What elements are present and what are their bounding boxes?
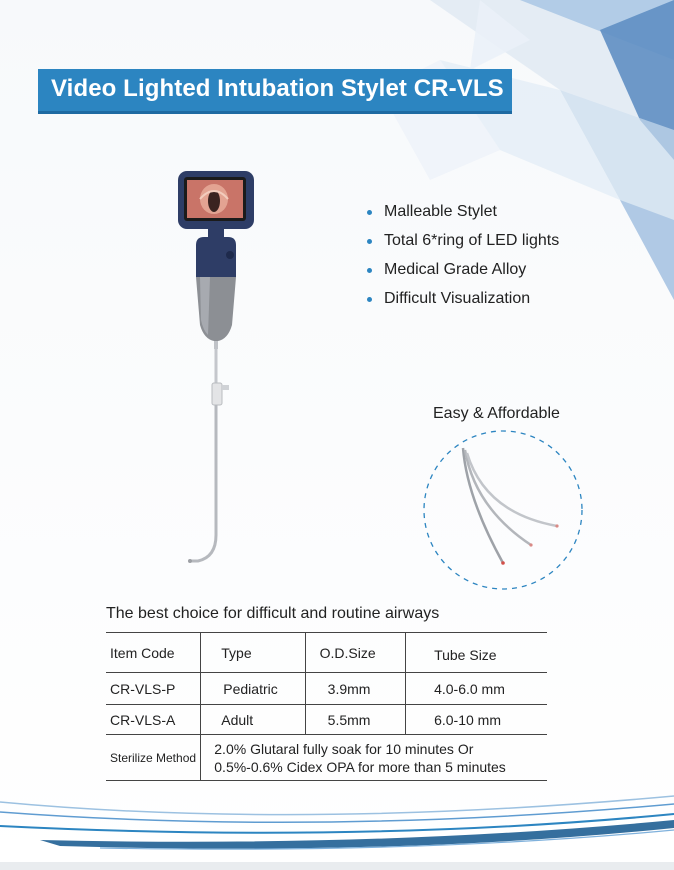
table-cell: 5.5mm — [305, 705, 405, 735]
table-cell: CR-VLS-P — [106, 673, 201, 705]
stylet-device-image — [170, 165, 270, 575]
header-cell: O.D.Size — [305, 633, 405, 673]
feature-item — [366, 232, 559, 261]
table-row — [106, 735, 547, 781]
header-cell: Item Code — [106, 633, 201, 673]
table-cell: 3.9mm — [305, 673, 405, 705]
header-cell: Tube Size — [406, 633, 547, 673]
feature-item — [366, 261, 559, 290]
table-cell: 6.0-10 mm — [406, 705, 547, 735]
bullet-icon — [367, 210, 372, 215]
table-header-row — [106, 633, 547, 673]
sterilize-line: 0.5%-0.6% Cidex OPA for more than 5 minutes — [214, 758, 506, 775]
spec-table — [106, 632, 547, 781]
bullet-icon — [367, 297, 372, 302]
feature-text: Total 6*ring of LED lights — [384, 232, 560, 249]
bullet-icon — [367, 239, 372, 244]
title-banner — [38, 69, 512, 114]
table-cell: Adult — [201, 705, 305, 735]
feature-text: Malleable Stylet — [384, 203, 497, 220]
sterilize-line: 2.0% Glutaral fully soak for 10 minutes Or — [214, 740, 474, 757]
decorative-wave — [0, 790, 674, 860]
header-cell: Type — [201, 633, 305, 673]
table-cell: Sterilize Method — [106, 735, 201, 781]
table-row — [106, 673, 547, 705]
sterilize-method-cell — [201, 735, 547, 781]
feature-item — [366, 203, 559, 232]
table-cell: CR-VLS-A — [106, 705, 201, 735]
table-cell: 4.0-6.0 mm — [406, 673, 547, 705]
table-cell: Pediatric — [201, 673, 305, 705]
feature-list — [366, 203, 559, 319]
feature-item — [366, 290, 559, 319]
bent-stylet-detail-image — [415, 428, 590, 593]
table-row — [106, 705, 547, 735]
feature-text: Medical Grade Alloy — [384, 261, 527, 278]
table-subtitle: The best choice for difficult and routine airways — [106, 605, 440, 622]
callout-label: Easy & Affordable — [433, 405, 560, 422]
page-title: Video Lighted Intubation Stylet CR-VLS — [51, 75, 504, 102]
feature-text: Difficult Visualization — [384, 290, 531, 307]
footer-strip — [0, 862, 674, 870]
bullet-icon — [367, 268, 372, 273]
